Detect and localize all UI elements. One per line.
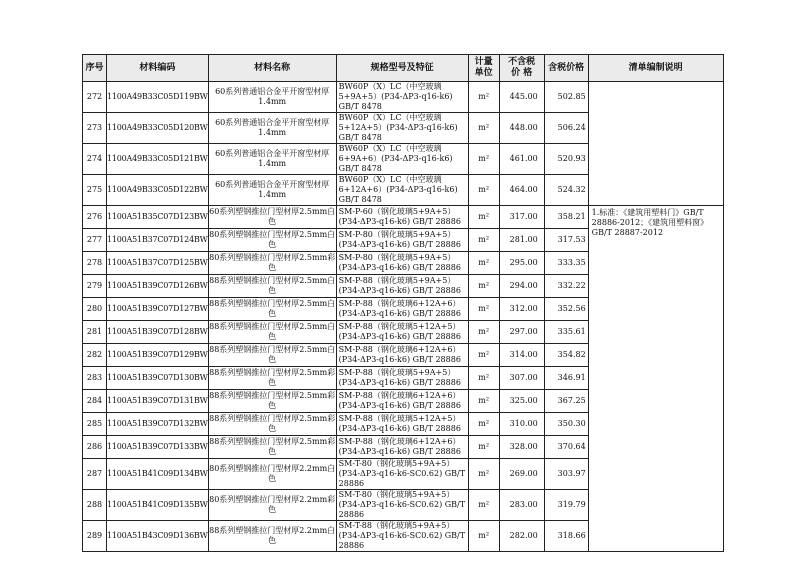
row-unit: m²	[468, 275, 499, 298]
row-material-name: 60系列普通铝合金平开窗型材厚1.4mm	[208, 82, 336, 113]
row-material-code: 1100A51B37C07D125BW	[107, 252, 209, 275]
row-seq: 278	[83, 252, 107, 275]
row-material-code: 1100A51B39C07D127BW	[107, 298, 209, 321]
row-seq: 272	[83, 82, 107, 113]
row-spec: SM-P-88（钢化玻璃6+12A+6） (P34-ΔP3-q16-k6) GB/T 28886	[336, 436, 468, 459]
table-body	[83, 82, 724, 552]
row-price-excl-tax: 445.00	[499, 82, 544, 113]
row-unit: m²	[468, 459, 499, 490]
row-spec: SM-P-88（钢化玻璃5+9A+5） (P34-ΔP3-q16-k6) GB/T 28886	[336, 275, 468, 298]
row-material-name: 80系列塑钢推拉门型材厚2.5mm白色	[208, 229, 336, 252]
row-spec: BW60P（X）LC（中空玻璃5+9A+5）(P34-ΔP3-q16-k6) GB/T 8478	[336, 82, 468, 113]
row-seq: 283	[83, 367, 107, 390]
row-seq: 287	[83, 459, 107, 490]
header-tax-price: 含税价格	[544, 55, 588, 82]
row-price-incl-tax: 319.79	[544, 490, 588, 521]
row-material-name: 88系列塑钢推拉门型材厚2.5mm白色	[208, 298, 336, 321]
row-seq: 280	[83, 298, 107, 321]
row-seq: 277	[83, 229, 107, 252]
header-seq: 序号	[83, 55, 107, 82]
row-material-name: 60系列普通铝合金平开窗型材厚1.4mm	[208, 175, 336, 206]
row-price-excl-tax: 328.00	[499, 436, 544, 459]
row-unit: m²	[468, 490, 499, 521]
table-row	[83, 82, 724, 113]
row-seq: 279	[83, 275, 107, 298]
row-price-incl-tax: 346.91	[544, 367, 588, 390]
row-material-name: 88系列塑钢推拉门型材厚2.5mm彩色	[208, 367, 336, 390]
row-price-incl-tax: 520.93	[544, 144, 588, 175]
row-price-excl-tax: 448.00	[499, 113, 544, 144]
row-price-incl-tax: 370.64	[544, 436, 588, 459]
row-material-name: 60系列普通铝合金平开窗型材厚1.4mm	[208, 144, 336, 175]
row-price-excl-tax: 314.00	[499, 344, 544, 367]
row-price-incl-tax: 317.53	[544, 229, 588, 252]
row-price-excl-tax: 312.00	[499, 298, 544, 321]
row-material-name: 80系列塑钢推拉门型材厚2.2mm白色	[208, 459, 336, 490]
row-seq: 274	[83, 144, 107, 175]
note-cell-empty	[588, 82, 723, 206]
row-material-name: 88系列塑钢推拉门型材厚2.5mm彩色	[208, 436, 336, 459]
row-material-name: 80系列塑钢推拉门型材厚2.2mm彩色	[208, 490, 336, 521]
row-material-name: 88系列塑钢推拉门型材厚2.5mm白色	[208, 275, 336, 298]
row-unit: m²	[468, 390, 499, 413]
note-text: 1.标准：《建筑用塑料门》GB/T 28886-2012；《建筑用塑料窗》GB/T 28887-2012	[591, 208, 709, 237]
row-price-excl-tax: 295.00	[499, 252, 544, 275]
note-cell	[588, 206, 723, 552]
row-seq: 273	[83, 113, 107, 144]
row-spec: SM-P-88（钢化玻璃5+12A+5） (P34-ΔP3-q16-k6) GB/T 28886	[336, 413, 468, 436]
header-code: 材料编码	[107, 55, 209, 82]
row-price-incl-tax: 318.66	[544, 521, 588, 552]
row-spec: SM-P-80（钢化玻璃5+9A+5） (P34-ΔP3-q16-k6) GB/T 28886	[336, 229, 468, 252]
row-spec: BW60P（X）LC（中空玻璃5+12A+5）(P34-ΔP3-q16-k6) GB/T 8478	[336, 113, 468, 144]
row-spec: SM-T-88（钢化玻璃5+9A+5） (P34-ΔP3-q16-k6-SC0.62) GB/T 28886	[336, 521, 468, 552]
row-unit: m²	[468, 436, 499, 459]
row-material-code: 1100A51B39C07D128BW	[107, 321, 209, 344]
row-price-incl-tax: 502.85	[544, 82, 588, 113]
row-material-name: 88系列塑钢推拉门型材厚2.5mm彩色	[208, 390, 336, 413]
row-unit: m²	[468, 413, 499, 436]
row-price-incl-tax: 303.97	[544, 459, 588, 490]
row-material-code: 1100A51B39C07D130BW	[107, 367, 209, 390]
row-material-name: 60系列普通铝合金平开窗型材厚1.4mm	[208, 113, 336, 144]
header-name: 材料名称	[208, 55, 336, 82]
row-material-name: 88系列塑钢推拉门型材厚2.5mm彩色	[208, 413, 336, 436]
row-price-excl-tax: 294.00	[499, 275, 544, 298]
header-note: 清单编制说明	[588, 55, 723, 82]
row-price-incl-tax: 367.25	[544, 390, 588, 413]
row-unit: m²	[468, 521, 499, 552]
row-spec: SM-P-88（钢化玻璃6+12A+6） (P34-ΔP3-q16-k6) GB/T 28886	[336, 344, 468, 367]
row-price-excl-tax: 325.00	[499, 390, 544, 413]
row-material-code: 1100A51B39C07D132BW	[107, 413, 209, 436]
row-spec: BW60P（X）LC（中空玻璃6+9A+6）(P34-ΔP3-q16-k6) GB/T 8478	[336, 144, 468, 175]
row-material-name: 88系列塑钢推拉门型材厚2.2mm白色	[208, 521, 336, 552]
header-unit: 计量 单位	[468, 55, 499, 82]
row-price-excl-tax: 283.00	[499, 490, 544, 521]
row-material-code: 1100A51B41C09D135BW	[107, 490, 209, 521]
row-seq: 284	[83, 390, 107, 413]
row-spec: SM-P-88（钢化玻璃6+12A+6） (P34-ΔP3-q16-k6) GB/T 28886	[336, 298, 468, 321]
header-spec: 规格型号及特征	[336, 55, 468, 82]
row-spec: SM-P-88（钢化玻璃5+9A+5） (P34-ΔP3-q16-k6) GB/T 28886	[336, 367, 468, 390]
row-price-excl-tax: 282.00	[499, 521, 544, 552]
row-material-code: 1100A51B39C07D129BW	[107, 344, 209, 367]
row-material-code: 1100A51B39C07D131BW	[107, 390, 209, 413]
row-seq: 285	[83, 413, 107, 436]
row-seq: 276	[83, 206, 107, 229]
row-unit: m²	[468, 144, 499, 175]
row-spec: SM-P-80（钢化玻璃5+9A+5） (P34-ΔP3-q16-k6) GB/T 28886	[336, 252, 468, 275]
row-price-excl-tax: 310.00	[499, 413, 544, 436]
row-price-excl-tax: 307.00	[499, 367, 544, 390]
row-unit: m²	[468, 344, 499, 367]
row-material-code: 1100A51B39C07D133BW	[107, 436, 209, 459]
header-price: 不含税 价 格	[499, 55, 544, 82]
row-material-code: 1100A49B33C05D119BW	[107, 82, 209, 113]
row-price-incl-tax: 335.61	[544, 321, 588, 344]
row-price-incl-tax: 333.35	[544, 252, 588, 275]
row-price-incl-tax: 358.21	[544, 206, 588, 229]
row-price-incl-tax: 350.30	[544, 413, 588, 436]
row-spec: SM-T-80（钢化玻璃5+9A+5） (P34-ΔP3-q16-k6-SC0.62) GB/T 28886	[336, 459, 468, 490]
row-price-excl-tax: 281.00	[499, 229, 544, 252]
row-material-code: 1100A51B35C07D123BW	[107, 206, 209, 229]
row-seq: 289	[83, 521, 107, 552]
row-spec: BW60P（X）LC（中空玻璃6+12A+6）(P34-ΔP3-q16-k6) GB/T 8478	[336, 175, 468, 206]
row-material-code: 1100A49B33C05D121BW	[107, 144, 209, 175]
row-unit: m²	[468, 367, 499, 390]
row-unit: m²	[468, 175, 499, 206]
row-seq: 286	[83, 436, 107, 459]
row-price-excl-tax: 297.00	[499, 321, 544, 344]
row-price-incl-tax: 524.32	[544, 175, 588, 206]
row-price-incl-tax: 354.82	[544, 344, 588, 367]
row-spec: SM-P-88（钢化玻璃5+12A+5） (P34-ΔP3-q16-k6) GB/T 28886	[336, 321, 468, 344]
row-material-code: 1100A51B43C09D136BW	[107, 521, 209, 552]
row-unit: m²	[468, 82, 499, 113]
table-row	[83, 206, 724, 229]
row-unit: m²	[468, 321, 499, 344]
row-material-code: 1100A49B33C05D122BW	[107, 175, 209, 206]
row-seq: 275	[83, 175, 107, 206]
table-header-row	[83, 55, 724, 82]
row-material-name: 60系列塑钢推拉门型材厚2.5mm白色	[208, 206, 336, 229]
row-material-name: 88系列塑钢推拉门型材厚2.5mm白色	[208, 344, 336, 367]
row-price-incl-tax: 506.24	[544, 113, 588, 144]
row-material-name: 88系列塑钢推拉门型材厚2.5mm白色	[208, 321, 336, 344]
row-unit: m²	[468, 113, 499, 144]
row-unit: m²	[468, 252, 499, 275]
row-unit: m²	[468, 298, 499, 321]
row-material-code: 1100A49B33C05D120BW	[107, 113, 209, 144]
row-material-code: 1100A51B41C09D134BW	[107, 459, 209, 490]
row-spec: SM-P-60（钢化玻璃5+9A+5） (P34-ΔP3-q16-k6) GB/T 28886	[336, 206, 468, 229]
row-seq: 282	[83, 344, 107, 367]
row-spec: SM-T-80（钢化玻璃5+9A+5） (P34-ΔP3-q16-k6-SC0.62) GB/T 28886	[336, 490, 468, 521]
row-material-name: 80系列塑钢推拉门型材厚2.5mm彩色	[208, 252, 336, 275]
row-price-incl-tax: 352.56	[544, 298, 588, 321]
row-unit: m²	[468, 229, 499, 252]
material-price-table	[82, 54, 724, 552]
row-seq: 288	[83, 490, 107, 521]
row-seq: 281	[83, 321, 107, 344]
row-price-excl-tax: 269.00	[499, 459, 544, 490]
row-material-code: 1100A51B37C07D124BW	[107, 229, 209, 252]
row-unit: m²	[468, 206, 499, 229]
row-material-code: 1100A51B39C07D126BW	[107, 275, 209, 298]
row-price-excl-tax: 317.00	[499, 206, 544, 229]
row-price-incl-tax: 332.22	[544, 275, 588, 298]
row-price-excl-tax: 464.00	[499, 175, 544, 206]
row-spec: SM-P-88（钢化玻璃6+12A+6） (P34-ΔP3-q16-k6) GB/T 28886	[336, 390, 468, 413]
row-price-excl-tax: 461.00	[499, 144, 544, 175]
